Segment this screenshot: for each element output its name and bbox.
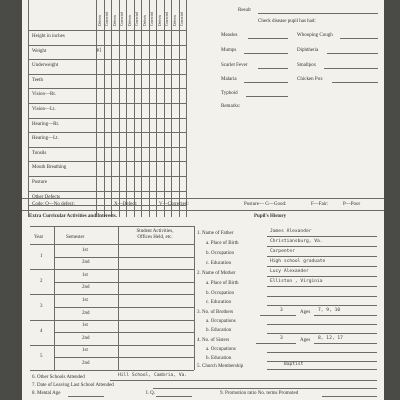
grid-col-line [96, 0, 97, 217]
brothers-occupations-line [267, 324, 377, 325]
extra-sem-rule [54, 307, 194, 308]
disease-measles: Measles [221, 33, 238, 38]
check-disease-label: Check disease pupil has had: [258, 19, 316, 24]
diphtheria-line [327, 53, 378, 54]
code-corrected: V—Corrected: [159, 202, 189, 207]
disease-chicken-pox: Chicken Pox [297, 77, 323, 82]
mother-birth-label: a. Place of Birth [206, 281, 239, 286]
health-row-label: Hearing—Lt. [32, 136, 59, 142]
sisters-education-label: b. Education [206, 356, 232, 361]
sisters-ages-value: 8, 12, 17 [318, 336, 343, 341]
sisters-occupations-label: a. Occupations [206, 347, 236, 352]
father-occupation-value: Carpenter [270, 249, 295, 254]
extra-sem-rule [54, 282, 194, 283]
grid-row-rule [28, 161, 186, 162]
sisters-ages-label: Ages [300, 338, 311, 343]
health-row-label: Vision—Lt. [32, 107, 56, 112]
father-birth-line [267, 246, 377, 247]
father-birth-label: a. Place of Birth [206, 241, 239, 246]
column-header: Defects [112, 15, 117, 26]
health-row-label: Hearing—Rt. [32, 121, 60, 127]
column-header: Defects [142, 15, 147, 26]
mother-birth-value: Elliston , Virginia [270, 279, 323, 284]
mother-birth-line [267, 286, 377, 287]
health-row-label: Mouth Breathing [32, 165, 67, 171]
father-occupation-label: b. Occupation [206, 251, 235, 256]
disease-malaria: Malaria [221, 77, 237, 82]
mother-value: Lucy Alexander [270, 269, 309, 274]
grid-row-rule [28, 132, 186, 133]
disease-diphtheria: Diphtheria [297, 48, 319, 53]
extra-year-label: 2 [40, 278, 43, 284]
extra-sem-rule [54, 357, 194, 358]
extra-semester-label: 1st [82, 247, 88, 253]
mental-age-line [68, 396, 104, 397]
grid-row-rule [28, 118, 186, 119]
health-row-label: Weight [32, 48, 47, 54]
father-occupation-line [267, 256, 377, 257]
grid-row-rule [28, 74, 186, 75]
extra-curricular-title: Extra Curricular Activities and Interests. [29, 214, 118, 219]
extra-year-rule [30, 320, 194, 321]
measles-line [248, 38, 288, 39]
grid-row-rule [28, 45, 186, 46]
column-header: Corrected [150, 11, 154, 26]
father-education-label: c. Education [206, 261, 231, 266]
extra-semester-label: 2nd [82, 285, 90, 291]
extra-year-rule [30, 345, 194, 346]
grid-col-line [134, 0, 135, 217]
grid-row-rule [28, 88, 186, 89]
father-line [267, 236, 377, 237]
extra-year-label: 1 [40, 253, 43, 259]
disease-scarlet-fever: Scarlet Fever [221, 63, 248, 68]
remarks-label: Remarks: [221, 104, 241, 109]
column-header: Defects [157, 15, 162, 26]
extra-year-rule [30, 370, 194, 371]
column-header: Defects [97, 15, 102, 26]
brothers-ages-label: Ages [300, 310, 311, 315]
sisters-value: 3 [280, 336, 283, 341]
other-schools-value: Hill School, Cambria, Va. [118, 373, 188, 378]
grid-col-line [141, 0, 142, 217]
mother-occupation-line [267, 296, 377, 297]
grid-col-line [119, 0, 120, 217]
smallpox-line [324, 68, 378, 69]
grid-col-line [149, 0, 150, 217]
grid-col-line [186, 0, 187, 217]
extra-year-label: 4 [40, 329, 43, 335]
brothers-line [260, 315, 296, 316]
extra-semester-label: 1st [82, 348, 88, 354]
grid-col-line [171, 0, 172, 217]
disease-whooping-cough: Whooping Cough [297, 33, 333, 38]
mumps-line [244, 53, 288, 54]
result-label: Result [238, 8, 251, 13]
sisters-label: 4. No. of Sisters [197, 338, 230, 343]
health-row-label: Posture [32, 180, 47, 185]
disease-smallpox: Smallpox [297, 63, 317, 68]
extra-activities-header: Student Activities, Offices Held, etc. [136, 229, 174, 240]
brothers-education-line [267, 333, 377, 334]
column-header: Corrected [120, 11, 124, 26]
code-fair: F—Fair: [311, 202, 329, 207]
pupil-history-title: Pupil's History [254, 214, 287, 219]
iq-label: I. Q. [146, 391, 156, 396]
brothers-label: 3. No. of Brothers [197, 310, 234, 315]
code-defect: X—Defect: [114, 202, 138, 207]
record-card [22, 0, 384, 400]
grid-col-line [111, 0, 112, 217]
extra-year-header: Year [34, 235, 44, 240]
father-education-value: High school graduate [270, 259, 326, 264]
sisters-occupations-line [267, 352, 377, 353]
mother-education-label: c. Education [206, 300, 231, 305]
code-poor: P—Poor [343, 202, 361, 207]
malaria-line [244, 82, 288, 83]
church-line [267, 369, 377, 370]
grid-col-line [164, 0, 165, 217]
column-header: Corrected [180, 11, 184, 26]
extra-semester-label: 1st [82, 297, 88, 303]
chickenpox-line [332, 82, 378, 83]
grid-col-line [156, 0, 157, 217]
result-line [258, 13, 378, 14]
disease-typhoid: Typhoid [221, 91, 238, 96]
extra-semester-label: 2nd [82, 335, 90, 341]
column-header: Defects [172, 15, 177, 26]
health-row-label: Tonsils [32, 150, 47, 156]
date-leaving-label: 7. Date of Leaving Last School Attended [32, 383, 114, 388]
typhoid-line [246, 96, 288, 97]
father-label: 1. Name of Father [197, 231, 234, 236]
mental-age-label: 8. Mental Age [32, 391, 61, 396]
extra-semester-header: Semester [66, 235, 85, 240]
grid-row-rule [28, 59, 186, 60]
extra-semester-label: 2nd [82, 310, 90, 316]
mother-line [267, 276, 377, 277]
health-row-label: Vision—Rt. [32, 92, 57, 98]
brothers-ages-value: 7, 9, 10 [318, 308, 341, 313]
column-header: Corrected [165, 11, 169, 26]
grid-row-rule [28, 191, 186, 192]
disease-mumps: Mumps [221, 48, 237, 53]
mother-label: 2. Name of Mother [197, 271, 236, 276]
church-value: Baptist [284, 362, 304, 367]
extra-semester-label: 2nd [82, 260, 90, 266]
date-leaving-line [153, 388, 377, 389]
grid-col-line [179, 0, 180, 217]
sisters-line [256, 343, 296, 344]
brothers-value: 3 [280, 308, 283, 313]
extra-year-rule [30, 294, 194, 295]
father-birth-value: Christiansburg, Va. [270, 239, 323, 244]
brothers-education-label: b. Education [206, 328, 232, 333]
promotion-ratio-line [322, 396, 377, 397]
extra-header-rule [30, 244, 194, 245]
extra-semester-label: 1st [82, 272, 88, 278]
column-header: Corrected [135, 11, 139, 26]
extra-year-label: 5 [40, 354, 43, 360]
health-row-label: Other Defects [32, 194, 60, 200]
code-no-defect: Code: O—No defect: [32, 202, 75, 207]
sisters-ages-line [314, 343, 377, 344]
grid-row-rule [28, 147, 186, 148]
extra-year-rule [30, 269, 194, 270]
extra-sem-rule [54, 257, 194, 258]
brothers-occupations-label: a. Occupations [206, 319, 236, 324]
extra-col-line [194, 226, 195, 370]
extra-col-line [54, 226, 55, 370]
other-schools-line [110, 380, 377, 381]
father-education-line [267, 266, 377, 267]
extra-year-label: 3 [40, 304, 43, 309]
mother-occupation-label: b. Occupation [206, 291, 235, 296]
health-row-label: Height in inches [32, 34, 65, 39]
codes-bottom-rule [22, 210, 384, 211]
extra-semester-label: 2nd [82, 360, 90, 366]
grid-col-line [104, 0, 105, 217]
grid-row-rule [28, 103, 186, 104]
column-header: Defects [127, 15, 132, 26]
extra-sem-rule [54, 332, 194, 333]
grid-left-line [28, 0, 29, 217]
health-row-label: Teeth [32, 77, 44, 83]
column-header: Corrected [105, 11, 109, 26]
extra-col-line [118, 226, 119, 370]
iq-line [156, 396, 192, 397]
extra-semester-label: 1st [82, 323, 88, 329]
codes-top-rule [22, 198, 384, 199]
other-schools-label: 6. Other Schools Attended [32, 375, 85, 380]
whooping-line [340, 38, 378, 39]
health-row-label: Underweight [32, 63, 59, 69]
scarlet-line [258, 68, 288, 69]
code-posture-good: Posture— G—Good: [244, 202, 287, 207]
grid-header-rule [28, 30, 186, 31]
brothers-ages-line [314, 315, 377, 316]
promotion-ratio-label: 9. Promotion ratio No. terms Promoted [220, 391, 299, 396]
grid-col-line [126, 0, 127, 217]
father-value: James Alexander [270, 229, 312, 234]
mother-education-line [267, 305, 377, 306]
grid-row-rule [28, 176, 186, 177]
church-label: 5. Church Membership [197, 364, 244, 369]
weight-mark: pj [96, 47, 103, 53]
